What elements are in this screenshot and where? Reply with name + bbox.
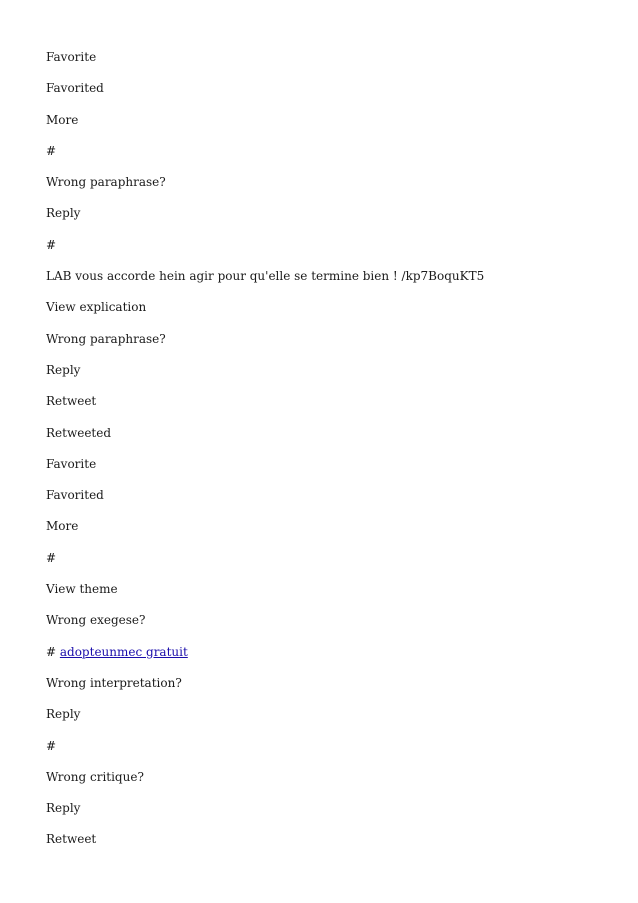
- document-body: [46, 49, 606, 863]
- hashtag-prefix: #: [46, 644, 60, 659]
- text-line: Wrong critique?: [46, 769, 144, 784]
- text-line: Reply: [46, 801, 81, 816]
- text-line: Retweet: [46, 394, 97, 409]
- hashtag-line: [46, 644, 606, 675]
- text-line: LAB vous accorde hein agir pour qu'elle se termine bien ! /kp7BoquKT5: [46, 269, 485, 284]
- text-line: Reply: [46, 206, 81, 221]
- text-line: Wrong paraphrase?: [46, 331, 166, 346]
- text-line: Retweeted: [46, 425, 112, 440]
- text-line: #: [46, 237, 57, 252]
- text-line: #: [46, 550, 57, 565]
- text-line: Favorited: [46, 488, 104, 503]
- text-line: Favorited: [46, 81, 104, 96]
- text-line: Favorite: [46, 456, 97, 471]
- text-line: Reply: [46, 362, 81, 377]
- text-line: View theme: [46, 582, 118, 597]
- text-line: Reply: [46, 707, 81, 722]
- text-line: #: [46, 738, 57, 753]
- hashtag-link[interactable]: adopteunmec gratuit: [59, 644, 188, 659]
- text-line: #: [46, 143, 57, 158]
- text-line: Wrong paraphrase?: [46, 175, 166, 190]
- text-line: Retweet: [46, 832, 97, 847]
- text-line: More: [46, 519, 79, 534]
- text-line: Wrong exegese?: [46, 613, 146, 628]
- text-line: More: [46, 112, 79, 127]
- text-line: Wrong interpretation?: [46, 675, 182, 690]
- text-line: Favorite: [46, 50, 97, 64]
- text-line: View explication: [46, 300, 147, 315]
